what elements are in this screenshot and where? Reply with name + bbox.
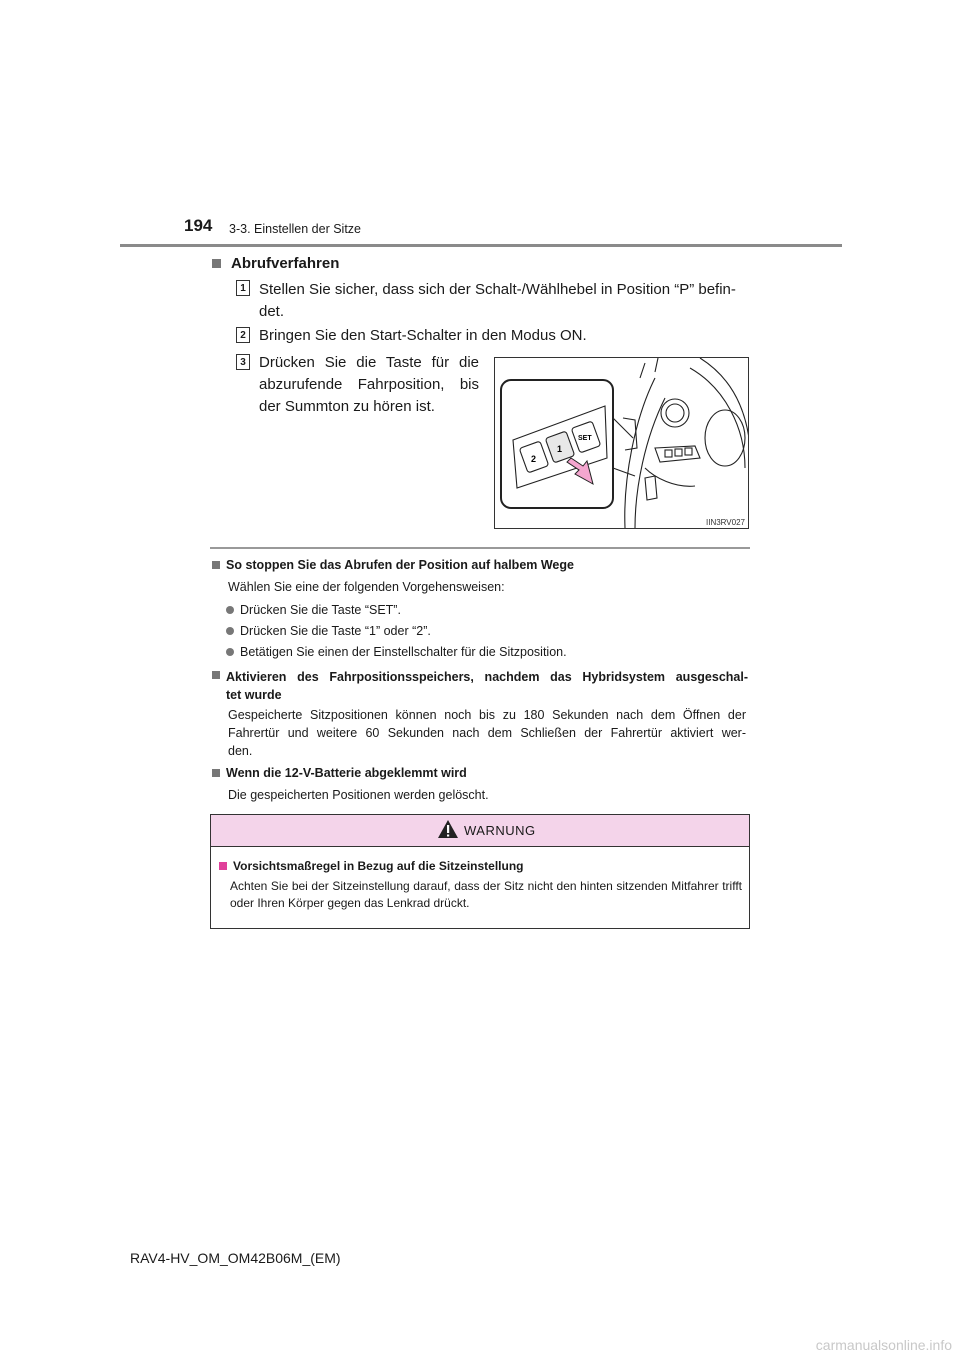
step-3-line-1: Drücken Sie die Taste für die bbox=[259, 354, 479, 371]
warning-box bbox=[210, 814, 750, 929]
button-label-2: 2 bbox=[531, 454, 537, 464]
stop-recall-heading-text: So stoppen Sie das Abrufen der Position auf halbem Wege bbox=[226, 558, 574, 572]
warning-label: WARNUNG bbox=[464, 823, 536, 838]
warning-text: Achten Sie bei der Sitzeinstellung darauf, dass der Sitz nicht den hinten sitzenden Mitfahrer trifft oder Ihren Körper gegen das Lenkrad drückt. bbox=[230, 879, 742, 910]
header-divider bbox=[120, 244, 842, 247]
memory-switch-illustration bbox=[494, 357, 749, 529]
activate-heading-line-2: tet wurde bbox=[226, 688, 282, 702]
activate-text-line-2: Fahrertür und weitere 60 Sekunden nach dem Schließen der Fahrertür aktiviert wer- bbox=[228, 726, 746, 740]
memory-switch-drawing bbox=[495, 358, 749, 529]
stop-recall-option-2 bbox=[226, 624, 431, 638]
figure-code: IIN3RV027 bbox=[706, 518, 745, 527]
stop-recall-option-3-text: Betätigen Sie einen der Einstellschalter für die Sitzposition. bbox=[240, 645, 567, 659]
stop-recall-option-3 bbox=[226, 645, 567, 659]
stop-recall-option-1 bbox=[226, 603, 401, 617]
activate-text-line-3: den. bbox=[228, 744, 253, 758]
square-bullet-icon bbox=[212, 561, 220, 569]
step-number-3: 3 bbox=[236, 354, 250, 370]
step-3-line-3: der Summton zu hören ist. bbox=[259, 398, 435, 415]
step-number-1: 1 bbox=[236, 280, 250, 296]
battery-heading-text: Wenn die 12-V-Batterie abgeklemmt wird bbox=[226, 766, 467, 780]
square-bullet-icon bbox=[212, 671, 220, 679]
activate-text-line-1: Gespeicherte Sitzpositionen können noch bis zu 180 Sekunden nach dem Öffnen der bbox=[228, 708, 746, 722]
recall-heading-text: Abrufverfahren bbox=[231, 255, 340, 272]
warning-sub-heading-text: Vorsichtsmaßregel in Bezug auf die Sitzeinstellung bbox=[233, 859, 524, 873]
activate-memory-heading-text bbox=[226, 668, 748, 704]
warning-sub-heading bbox=[219, 859, 524, 873]
step-1-line-2: det. bbox=[259, 303, 285, 320]
stop-recall-intro: Wählen Sie eine der folgenden Vorgehensweisen: bbox=[228, 580, 505, 594]
watermark: carmanualsonline.info bbox=[815, 1337, 952, 1353]
page-number: 194 bbox=[184, 216, 213, 235]
button-label-set: SET bbox=[578, 435, 592, 442]
document-code: RAV4-HV_OM_OM42B06M_(EM) bbox=[130, 1250, 341, 1266]
square-bullet-icon bbox=[212, 769, 220, 777]
square-bullet-icon bbox=[212, 259, 221, 268]
step-2-text: Bringen Sie den Start-Schalter in den Modus ON. bbox=[259, 327, 587, 344]
section-divider bbox=[210, 547, 750, 549]
step-3-line-2: abzurufende Fahrposition, bis bbox=[259, 376, 479, 393]
activate-memory-text bbox=[228, 706, 746, 760]
stop-recall-option-2-text: Drücken Sie die Taste “1” oder “2”. bbox=[240, 624, 431, 638]
activate-heading-line-1: Aktivieren des Fahrpositionsspeichers, nachdem das Hybridsystem ausgeschal- bbox=[226, 670, 748, 684]
activate-memory-heading bbox=[212, 668, 752, 704]
bullet-dot-icon bbox=[226, 606, 234, 614]
recall-heading bbox=[212, 255, 339, 272]
button-label-1: 1 bbox=[557, 444, 563, 454]
battery-text: Die gespeicherten Positionen werden gelöscht. bbox=[228, 788, 489, 802]
bullet-dot-icon bbox=[226, 627, 234, 635]
step-number-2: 2 bbox=[236, 327, 250, 343]
stop-recall-heading bbox=[212, 558, 574, 572]
battery-heading bbox=[212, 766, 467, 780]
section-title: 3-3. Einstellen der Sitze bbox=[229, 222, 362, 236]
step-3-text bbox=[259, 352, 479, 418]
stop-recall-option-1-text: Drücken Sie die Taste “SET”. bbox=[240, 603, 401, 617]
bullet-dot-icon bbox=[226, 648, 234, 656]
warning-header bbox=[211, 815, 749, 847]
warning-triangle-icon bbox=[437, 819, 459, 839]
step-1-line-1: Stellen Sie sicher, dass sich der Schalt-/Wählhebel in Position “P” befin- bbox=[259, 281, 736, 298]
square-bullet-icon bbox=[219, 862, 227, 870]
step-1-text bbox=[259, 279, 759, 323]
